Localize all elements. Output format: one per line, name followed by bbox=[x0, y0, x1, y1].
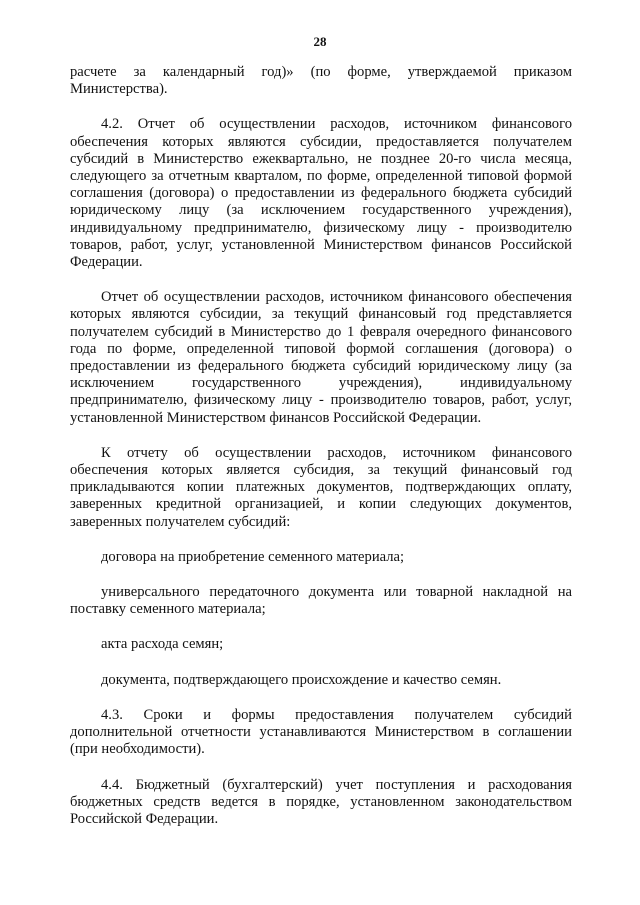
paragraph-attachments: К отчету об осуществлении расходов, источником финансового обеспечения которых является субсидия, за текущий финансовый год прикладываются копии платежных документов, подтверждающих оплату, заверенных кредитной организацией, и копии следующих документов, заверенных получателем субсидий: bbox=[70, 444, 572, 530]
paragraph-4-2: 4.2. Отчет об осуществлении расходов, источником финансового обеспечения которых являются субсидии, предоставляется получателем субсидий в Министерство ежеквартально, не позднее 20-го числа месяца, следующего за отчетным кварталом, по форме, определенной типовой формой соглашения (договора) о предоставлении из федерального бюджета субсидий юридическому лицу (за исключением государственного учреждения), индивидуальному предпринимателю, физическому лицу - производителю товаров, работ, услуг, установленной Министерством финансов Российской Федерации. bbox=[70, 116, 572, 271]
list-item-transfer-document: универсального передаточного документа или товарной накладной на поставку семенного материала; bbox=[70, 584, 572, 618]
list-item-seed-act: акта расхода семян; bbox=[101, 636, 224, 653]
paragraph-continuation: расчете за календарный год)» (по форме, утверждаемой приказом Министерства). bbox=[70, 64, 572, 98]
list-item-seed-contract: договора на приобретение семенного материала; bbox=[101, 548, 405, 565]
paragraph-4-4: 4.4. Бюджетный (бухгалтерский) учет поступления и расходования бюджетных средств ведется в порядке, установленном законодательством Российской Федерации. bbox=[70, 776, 572, 827]
paragraph-annual-report: Отчет об осуществлении расходов, источником финансового обеспечения которых являются субсидии, за текущий финансовый год представляется получателем субсидий в Министерство до 1 февраля очередного финансового года по форме, определенной типовой формой соглашения (договора) о предоставлении из федерального бюджета субсидий юридическому лицу (за исключением государственного учреждения), индивидуальному предпринимателю, физическому лицу - производителю товаров, работ, услуг, установленной Министерством финансов Российской Федерации. bbox=[70, 289, 572, 426]
paragraph-4-3: 4.3. Сроки и формы предоставления получателем субсидий дополнительной отчетности устанавливаются Министерством в соглашении (при необходимости). bbox=[70, 706, 572, 758]
body-text bbox=[70, 64, 572, 828]
page-number: 28 bbox=[313, 34, 327, 49]
list-item-quality-document: документа, подтверждающего происхождение и качество семян. bbox=[101, 671, 502, 688]
